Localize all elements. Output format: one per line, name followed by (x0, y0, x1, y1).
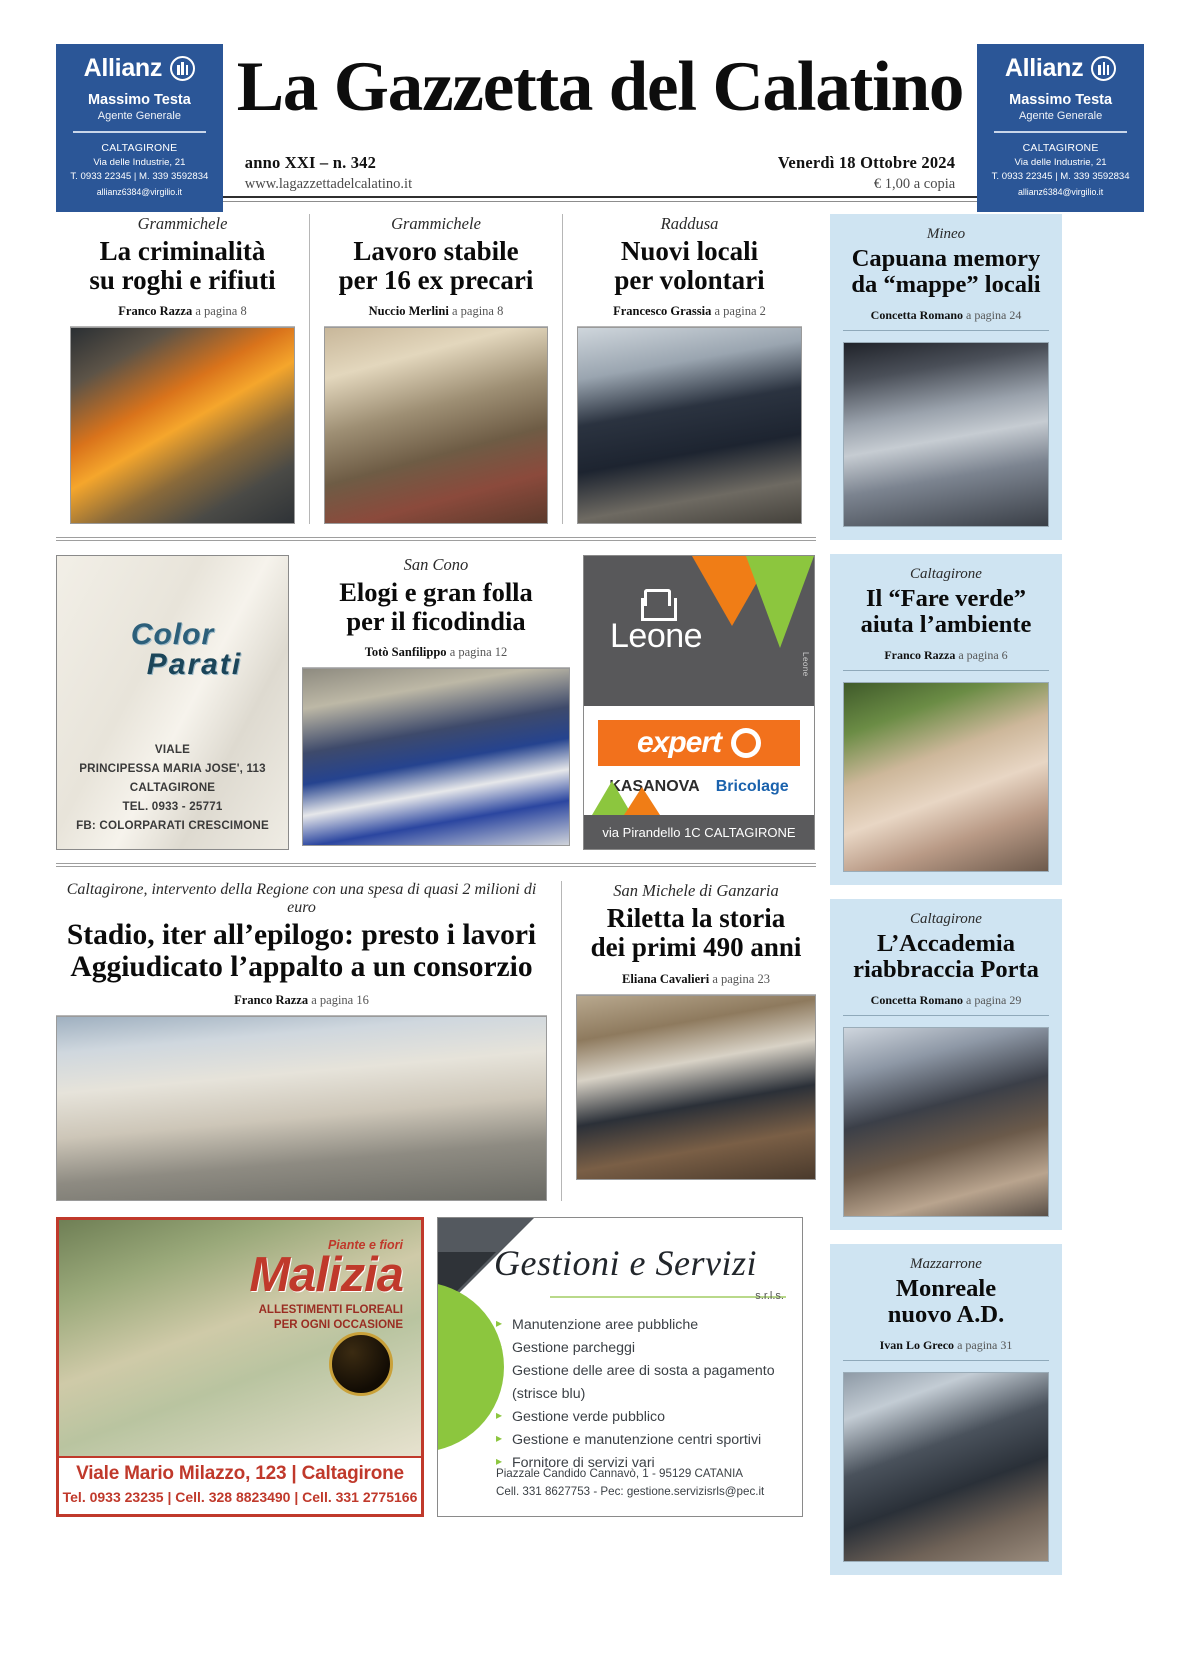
sidebar-item-mineo[interactable] (830, 214, 1062, 540)
address-line-5: FB: COLORPARATI CRESCIMONE (76, 818, 269, 832)
byline-page-ref: a pagina 8 (195, 304, 247, 319)
article-photo-group (324, 327, 548, 524)
allianz-bars-icon (170, 56, 195, 81)
sidebar-item-accademia[interactable] (830, 899, 1062, 1230)
subtitle-line-2: PER OGNI OCCASIONE (273, 1319, 403, 1332)
byline-author: Franco Razza (118, 304, 193, 319)
article-headline (56, 920, 547, 984)
article-photo-portrait-sunglasses (843, 1372, 1049, 1562)
article-photo-portrait-man (843, 1027, 1049, 1217)
allianz-brand-label: Allianz (83, 54, 163, 82)
article-photo-stadium (56, 1016, 547, 1201)
logo-line-1: Color (130, 618, 215, 652)
article-headline (324, 237, 548, 295)
byline-author: Franco Razza (234, 993, 309, 1008)
article-byline (843, 1338, 1049, 1361)
byline-page-ref: a pagina 16 (311, 993, 369, 1008)
article-kicker: Grammichele (137, 214, 228, 233)
third-row (56, 881, 816, 1201)
ad-allianz-left[interactable] (56, 44, 223, 212)
service-item: ▸ Manutenzione aree pubbliche (496, 1314, 792, 1337)
article-headline (843, 1276, 1049, 1329)
website-url[interactable]: www.lagazzettadelcalatino.it (244, 175, 413, 192)
teaser-row (56, 214, 816, 524)
byline-page-ref: a pagina 6 (958, 647, 1008, 662)
allianz-brand-label: Allianz (1004, 54, 1084, 82)
headline-line-2: nuovo A.D. (887, 1301, 1005, 1329)
allianz-address: Via delle Industrie, 21 (1014, 156, 1107, 168)
headline-line-1: Nuovi locali (620, 236, 759, 266)
byline-author: Ivan Lo Greco (879, 1337, 955, 1352)
allianz-email: allianz6384@virgilio.it (1017, 186, 1104, 197)
byline-page-ref: a pagina 12 (449, 644, 508, 659)
issue-info (245, 153, 412, 193)
headline-line-2: su roghi e rifiuti (89, 265, 276, 296)
cover-price: € 1,00 a copia (873, 175, 956, 192)
color-parati-address (57, 741, 288, 835)
gestioni-contact (496, 1465, 790, 1502)
masthead-center (223, 44, 977, 193)
malizia-logo (249, 1238, 403, 1334)
service-item: ▸ Gestione e manutenzione centri sportivi (496, 1429, 792, 1452)
expert-brand-label: expert (636, 726, 722, 760)
allianz-logo-right (1005, 54, 1116, 83)
byline-author: Totò Sanfilippo (364, 644, 447, 659)
service-item: ▸ Gestione parcheggi (496, 1337, 792, 1360)
article-byline (302, 645, 570, 668)
article-byline (70, 304, 295, 327)
allianz-bars-icon (1091, 56, 1116, 81)
malizia-seal-icon (329, 1332, 393, 1396)
article-headline (70, 237, 295, 295)
article-headline (302, 578, 570, 635)
byline-page-ref: a pagina 29 (966, 992, 1022, 1007)
address-line-4: TEL. 0933 - 25771 (122, 799, 223, 813)
green-triangle-decoration (746, 556, 814, 648)
publication-date: Venerdì 18 Ottobre 2024 (777, 152, 956, 172)
logo-line-2: Parati (146, 648, 243, 682)
headline-line-1: Monreale (895, 1274, 997, 1302)
allianz-address: Via delle Industrie, 21 (93, 156, 186, 168)
divider (994, 131, 1127, 133)
allianz-agent-name: Massimo Testa (1009, 92, 1113, 108)
allianz-agent-name: Massimo Testa (87, 92, 191, 108)
title-underline (550, 1296, 786, 1298)
expert-logo (598, 720, 800, 766)
malizia-subtitle (249, 1303, 403, 1334)
article-byline (576, 972, 816, 995)
house-icon (641, 592, 671, 618)
headline-line-1: Capuana memory (851, 245, 1041, 272)
second-row (56, 555, 816, 850)
malizia-address: Viale Mario Milazzo, 123 | Caltagirone (76, 1463, 404, 1485)
ad-gestioni-servizi[interactable] (437, 1217, 803, 1517)
article-kicker: Mineo (926, 226, 966, 242)
article-headline (843, 586, 1049, 639)
article-teaser-volontari[interactable] (562, 214, 816, 524)
ad-leone-expert[interactable] (583, 555, 815, 850)
article-byline (577, 304, 802, 327)
sidebar-column (830, 214, 1062, 1589)
headline-line-2: riabbraccia Porta (853, 956, 1039, 984)
article-byline (843, 648, 1049, 671)
gestioni-services-list (496, 1314, 792, 1475)
article-kicker: Caltagirone (910, 910, 982, 927)
article-photo-portrait-woman (843, 682, 1049, 872)
article-teaser-sancono[interactable] (302, 555, 570, 850)
issue-number: anno XXI – n. 342 (244, 152, 377, 172)
sidebar-item-fare-verde[interactable] (830, 554, 1062, 885)
article-photo-awards (576, 995, 816, 1180)
contact-address: Piazzale Candido Cannavò, 1 - 95129 CATANIA (496, 1466, 744, 1480)
article-teaser-ganzaria[interactable] (562, 881, 816, 1201)
section-divider (56, 537, 816, 541)
page-title: La Gazzetta del Calatino (236, 48, 964, 126)
date-price-info (778, 153, 955, 193)
headline-line-2: da “mappe” locali (851, 271, 1041, 299)
headline-line-1: Riletta la storia (606, 903, 786, 934)
masthead (0, 0, 1200, 197)
article-lead-stadio[interactable] (56, 881, 562, 1201)
malizia-tagline: Piante e fiori (327, 1238, 403, 1253)
article-photo-fire (70, 327, 295, 524)
headline-line-1: L’Accademia (877, 929, 1015, 957)
malizia-footer (59, 1456, 421, 1514)
headline-line-2: per 16 ex precari (338, 265, 534, 296)
headline-line-2: per il ficodindia (346, 605, 526, 636)
headline-line-2: per volontari (614, 265, 765, 296)
article-headline (577, 237, 802, 295)
contact-phone-pec: Cell. 331 8627753 - Pec: gestione.servizisrls@pec.it (496, 1485, 765, 1499)
content-area (0, 202, 1200, 1589)
section-divider (56, 863, 816, 867)
leone-side-label: Leone (801, 652, 810, 678)
article-headline (576, 904, 816, 962)
ad-malizia[interactable] (56, 1217, 424, 1517)
leone-logo (610, 592, 703, 656)
main-column (56, 214, 816, 1589)
headline-line-1: Lavoro stabile (353, 236, 519, 266)
byline-page-ref: a pagina 23 (712, 971, 770, 986)
expert-badge-icon (731, 728, 761, 758)
headline-line-1: La criminalità (99, 236, 266, 266)
service-item: ▸ Fornitore di servizi vari (496, 1452, 792, 1475)
article-byline (324, 304, 548, 327)
service-item-continuation: (strisce blu) (512, 1386, 586, 1403)
bottom-ads-row (56, 1217, 816, 1517)
malizia-phones: Tel. 0933 23235 | Cell. 328 8823490 | Cell. 331 2775166 (62, 1489, 418, 1506)
article-byline (843, 993, 1049, 1016)
article-photo-mineo (843, 342, 1049, 527)
color-parati-logo (57, 618, 288, 682)
article-kicker: San Michele di Ganzaria (613, 881, 779, 901)
address-line-3: CALTAGIRONE (129, 780, 216, 794)
article-byline (56, 993, 547, 1016)
article-kicker: San Cono (403, 555, 469, 575)
byline-author: Francesco Grassia (613, 304, 712, 319)
article-photo-ficodindia (302, 668, 570, 846)
byline-page-ref: a pagina 31 (957, 1337, 1013, 1352)
headline-line-1: Stadio, iter all’epilogo: presto i lavori (66, 919, 537, 952)
address-line-1: VIALE (154, 743, 191, 757)
malizia-brand-label: Malizia (249, 1248, 403, 1303)
orange-triangle-footer-decoration (624, 787, 660, 815)
byline-page-ref: a pagina 2 (714, 304, 766, 319)
article-kicker: Caltagirone (910, 565, 982, 582)
masthead-meta (237, 153, 963, 193)
headline-line-2: Aggiudicato l’appalto a un consorzio (70, 951, 533, 984)
leone-brand-label: Leone (610, 617, 703, 656)
article-kicker: Raddusa (660, 214, 719, 233)
service-item: ▸ Gestione delle aree di sosta a pagamento (496, 1360, 792, 1383)
allianz-phones: T. 0933 22345 | M. 339 3592834 (70, 171, 209, 183)
article-byline (843, 308, 1049, 331)
article-photo-volunteers (577, 327, 802, 524)
leone-address: via Pirandello 1C CALTAGIRONE (584, 815, 814, 849)
byline-author: Concetta Romano (870, 992, 963, 1007)
allianz-phones: T. 0933 22345 | M. 339 3592834 (991, 171, 1130, 183)
article-teaser-lavoro[interactable] (309, 214, 562, 524)
article-headline (843, 931, 1049, 984)
byline-author: Nuccio Merlini (368, 304, 449, 319)
byline-author: Concetta Romano (870, 307, 963, 322)
allianz-city: CALTAGIRONE (101, 141, 178, 154)
byline-page-ref: a pagina 8 (451, 304, 504, 319)
article-kicker: Caltagirone, intervento della Regione con una spesa di quasi 2 milioni di euro (66, 881, 537, 917)
allianz-logo-left (84, 54, 195, 83)
byline-page-ref: a pagina 24 (966, 307, 1022, 322)
article-kicker: Mazzarrone (910, 1255, 982, 1272)
service-item: ▸ Gestione verde pubblico (496, 1406, 792, 1429)
allianz-city: CALTAGIRONE (1022, 141, 1099, 154)
ad-color-parati[interactable] (56, 555, 289, 850)
headline-line-2: dei primi 490 anni (590, 932, 802, 963)
headline-line-1: Elogi e gran folla (339, 577, 533, 608)
article-kicker: Grammichele (391, 214, 481, 233)
leone-header (584, 556, 814, 706)
article-headline (843, 246, 1049, 299)
article-teaser-criminalita[interactable] (56, 214, 309, 524)
byline-author: Franco Razza (884, 647, 956, 662)
bricolage-brand-label: Bricolage (715, 778, 789, 796)
gestioni-legal-form: s.r.l.s. (755, 1290, 784, 1303)
headline-line-2: aiuta l’ambiente (860, 611, 1032, 639)
allianz-agent-role: Agente Generale (1019, 110, 1103, 122)
headline-line-1: Il “Fare verde” (865, 584, 1027, 612)
allianz-email: allianz6384@virgilio.it (96, 186, 182, 197)
gestioni-title: Gestioni e Servizi (494, 1243, 757, 1284)
byline-author: Eliana Cavalieri (622, 971, 710, 986)
ad-allianz-right[interactable] (977, 44, 1144, 212)
divider (73, 131, 206, 133)
kasanova-brand-label: KASANOVA (609, 778, 700, 796)
subtitle-line-1: ALLESTIMENTI FLOREALI (258, 1303, 403, 1316)
sidebar-item-monreale[interactable] (830, 1244, 1062, 1575)
address-line-2: PRINCIPESSA MARIA JOSE', 113 (79, 762, 266, 776)
allianz-agent-role: Agente Generale (97, 110, 181, 122)
